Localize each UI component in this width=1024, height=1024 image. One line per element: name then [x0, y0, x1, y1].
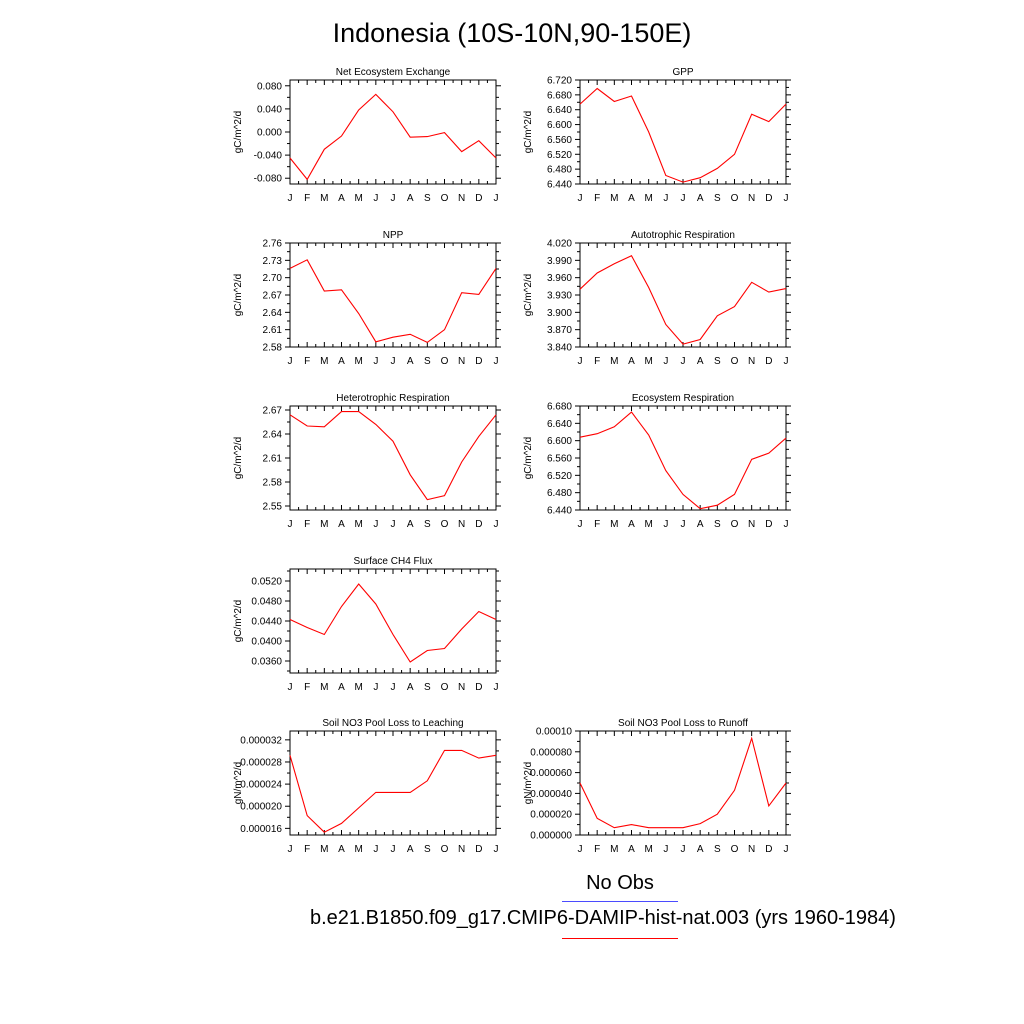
x-tick-label: J	[663, 844, 669, 855]
x-tick-label: J	[493, 193, 499, 204]
x-tick-label: S	[713, 193, 721, 204]
legend-model-label: b.e21.B1850.f09_g17.CMIP6-DAMIP-hist-nat.003 (yrs 1960-1984)	[310, 907, 896, 929]
x-tick-label: N	[748, 519, 756, 530]
y-tick-label: 0.000060	[530, 768, 572, 780]
panel-title: Autotrophic Respiration	[631, 230, 735, 241]
panel-3	[233, 230, 501, 367]
x-tick-label: J	[390, 356, 396, 367]
x-tick-label: N	[458, 844, 466, 855]
y-axis-label: gN/m^2/d	[233, 761, 244, 805]
y-tick-label: 6.680	[546, 90, 572, 102]
x-tick-label: F	[304, 682, 311, 693]
series-line	[580, 89, 786, 183]
x-tick-label: F	[594, 356, 601, 367]
x-tick-label: A	[696, 519, 704, 530]
x-tick-label: J	[390, 519, 396, 530]
legend-obs-line	[562, 901, 678, 902]
x-tick-label: J	[373, 356, 379, 367]
panel-9	[523, 718, 791, 855]
panel-title: Soil NO3 Pool Loss to Runoff	[618, 718, 748, 729]
y-tick-label: 2.55	[262, 501, 282, 513]
x-tick-label: J	[493, 844, 499, 855]
x-tick-label: D	[765, 193, 773, 204]
x-tick-label: N	[748, 356, 756, 367]
y-tick-label: 6.520	[546, 149, 572, 161]
plot-frame	[290, 243, 496, 347]
plot-frame	[580, 80, 786, 184]
series-line	[290, 94, 496, 179]
y-tick-label: 0.0520	[251, 576, 282, 588]
panel-title: NPP	[382, 230, 404, 241]
x-tick-label: D	[475, 356, 483, 367]
x-tick-label: M	[320, 356, 329, 367]
x-tick-label: A	[696, 356, 704, 367]
x-tick-label: J	[373, 193, 379, 204]
x-tick-label: J	[783, 844, 789, 855]
x-tick-label: D	[475, 682, 483, 693]
x-tick-label: F	[304, 356, 311, 367]
x-tick-label: J	[373, 682, 379, 693]
y-tick-label: 6.520	[546, 470, 572, 482]
x-tick-label: D	[765, 519, 773, 530]
x-tick-label: A	[406, 193, 414, 204]
y-tick-label: 6.560	[546, 453, 572, 465]
y-tick-label: 0.0440	[251, 616, 282, 628]
y-tick-label: 0.000040	[530, 788, 572, 800]
x-tick-label: N	[458, 519, 466, 530]
x-tick-label: O	[730, 844, 739, 855]
panel-title: Soil NO3 Pool Loss to Leaching	[322, 718, 464, 729]
x-tick-label: M	[320, 682, 329, 693]
x-tick-label: A	[338, 519, 345, 530]
x-tick-label: A	[338, 356, 345, 367]
y-tick-label: 2.70	[262, 273, 282, 285]
x-tick-label: J	[663, 193, 669, 204]
y-tick-label: 6.440	[546, 505, 572, 517]
x-tick-label: F	[594, 844, 601, 855]
panel-title: Heterotrophic Respiration	[336, 393, 450, 404]
x-tick-label: A	[628, 356, 635, 367]
x-tick-label: S	[423, 682, 431, 693]
y-tick-label: 0.000016	[240, 823, 282, 835]
x-tick-label: M	[354, 356, 363, 367]
y-axis-label: gC/m^2/d	[523, 273, 534, 317]
panel-7	[233, 556, 501, 693]
y-tick-label: 0.0400	[251, 636, 282, 648]
x-tick-label: A	[696, 844, 704, 855]
y-tick-label: 6.600	[546, 120, 572, 132]
y-axis-label: gN/m^2/d	[523, 761, 534, 805]
y-tick-label: 3.930	[546, 290, 572, 302]
x-tick-label: N	[458, 193, 466, 204]
x-tick-label: M	[354, 519, 363, 530]
x-tick-label: O	[440, 519, 449, 530]
figure-title: Indonesia (10S-10N,90-150E)	[332, 18, 692, 48]
x-tick-label: J	[577, 356, 583, 367]
y-tick-label: 6.480	[546, 488, 572, 500]
y-tick-label: 6.680	[546, 401, 572, 413]
y-tick-label: 6.720	[546, 75, 572, 87]
x-tick-label: J	[663, 519, 669, 530]
x-tick-label: M	[610, 193, 619, 204]
x-tick-label: A	[338, 682, 345, 693]
x-tick-label: J	[287, 356, 293, 367]
x-tick-label: A	[406, 356, 414, 367]
x-tick-label: F	[594, 519, 601, 530]
panel-5	[233, 393, 501, 530]
series-line	[290, 412, 496, 500]
x-tick-label: O	[730, 356, 739, 367]
x-tick-label: J	[577, 844, 583, 855]
x-tick-label: J	[390, 193, 396, 204]
y-tick-label: 0.000000	[530, 830, 572, 842]
x-tick-label: M	[644, 844, 653, 855]
y-tick-label: 2.64	[262, 307, 282, 319]
x-tick-label: O	[440, 682, 449, 693]
x-tick-label: A	[696, 193, 704, 204]
x-tick-label: A	[628, 844, 635, 855]
y-tick-label: 2.58	[262, 477, 282, 489]
panel-1	[233, 67, 501, 204]
x-tick-label: J	[493, 356, 499, 367]
x-tick-label: J	[287, 519, 293, 530]
x-tick-label: S	[423, 193, 431, 204]
x-tick-label: M	[610, 519, 619, 530]
legend-obs-label: No Obs	[586, 872, 654, 894]
x-tick-label: J	[680, 844, 686, 855]
x-tick-label: J	[287, 193, 293, 204]
x-tick-label: M	[644, 193, 653, 204]
y-axis-label: gC/m^2/d	[233, 110, 244, 154]
y-tick-label: 0.000080	[530, 747, 572, 759]
x-tick-label: J	[373, 844, 379, 855]
y-tick-label: 0.0480	[251, 596, 282, 608]
y-tick-label: 0.000020	[240, 801, 282, 813]
x-tick-label: M	[644, 519, 653, 530]
x-tick-label: M	[354, 193, 363, 204]
x-tick-label: O	[730, 519, 739, 530]
x-tick-label: S	[423, 519, 431, 530]
y-tick-label: 0.080	[256, 81, 282, 93]
y-tick-label: 0.00010	[535, 726, 572, 738]
x-tick-label: J	[493, 519, 499, 530]
x-tick-label: F	[594, 193, 601, 204]
x-tick-label: J	[680, 356, 686, 367]
x-tick-label: J	[783, 356, 789, 367]
x-tick-label: F	[304, 193, 311, 204]
y-tick-label: 6.480	[546, 164, 572, 176]
y-tick-label: 6.600	[546, 436, 572, 448]
x-tick-label: O	[440, 844, 449, 855]
x-tick-label: O	[730, 193, 739, 204]
x-tick-label: N	[458, 682, 466, 693]
y-tick-label: 2.64	[262, 429, 282, 441]
y-tick-label: 0.000024	[240, 779, 282, 791]
x-tick-label: J	[577, 519, 583, 530]
x-tick-label: N	[458, 356, 466, 367]
x-tick-label: D	[475, 844, 483, 855]
y-axis-label: gC/m^2/d	[233, 273, 244, 317]
y-tick-label: 3.960	[546, 273, 572, 285]
y-tick-label: 3.840	[546, 342, 572, 354]
x-tick-label: D	[475, 519, 483, 530]
x-tick-label: M	[354, 844, 363, 855]
x-tick-label: A	[628, 519, 635, 530]
x-tick-label: A	[406, 682, 414, 693]
x-tick-label: A	[338, 193, 345, 204]
x-tick-label: D	[765, 356, 773, 367]
series-line	[290, 584, 496, 662]
y-tick-label: 6.440	[546, 179, 572, 191]
plot-frame	[580, 243, 786, 347]
y-axis-label: gC/m^2/d	[523, 110, 534, 154]
x-tick-label: J	[390, 844, 396, 855]
y-tick-label: 0.040	[256, 104, 282, 116]
x-tick-label: S	[423, 356, 431, 367]
x-tick-label: M	[610, 356, 619, 367]
x-tick-label: J	[287, 844, 293, 855]
x-tick-label: S	[713, 844, 721, 855]
y-tick-label: 0.000028	[240, 757, 282, 769]
plot-frame	[290, 731, 496, 835]
y-tick-label: 2.61	[262, 453, 282, 465]
x-tick-label: A	[628, 193, 635, 204]
panel-8	[233, 718, 501, 855]
y-axis-label: gC/m^2/d	[233, 599, 244, 643]
y-tick-label: 3.990	[546, 255, 572, 267]
y-tick-label: 0.0360	[251, 656, 282, 668]
panel-title: GPP	[672, 67, 694, 78]
series-line	[580, 412, 786, 509]
panel-4	[523, 230, 791, 367]
x-tick-label: J	[287, 682, 293, 693]
x-tick-label: A	[338, 844, 345, 855]
x-tick-label: O	[440, 193, 449, 204]
plot-frame	[290, 569, 496, 673]
x-tick-label: F	[304, 519, 311, 530]
panel-title: Net Ecosystem Exchange	[335, 67, 451, 78]
y-tick-label: 6.560	[546, 134, 572, 146]
x-tick-label: S	[713, 519, 721, 530]
series-line	[290, 260, 496, 343]
y-axis-label: gC/m^2/d	[233, 436, 244, 480]
y-tick-label: 0.000	[256, 127, 282, 139]
x-tick-label: D	[475, 193, 483, 204]
x-tick-label: M	[644, 356, 653, 367]
y-tick-label: 0.000020	[530, 809, 572, 821]
plot-frame	[290, 80, 496, 184]
y-tick-label: 3.870	[546, 325, 572, 337]
x-tick-label: M	[320, 519, 329, 530]
y-tick-label: 6.640	[546, 418, 572, 430]
y-tick-label: 2.73	[262, 255, 282, 267]
panel-title: Ecosystem Respiration	[631, 393, 735, 404]
x-tick-label: S	[713, 356, 721, 367]
x-tick-label: N	[748, 844, 756, 855]
plot-frame	[580, 731, 786, 835]
x-tick-label: A	[406, 844, 414, 855]
x-tick-label: A	[406, 519, 414, 530]
x-tick-label: J	[493, 682, 499, 693]
x-tick-label: M	[320, 193, 329, 204]
x-tick-label: S	[423, 844, 431, 855]
y-tick-label: 3.900	[546, 307, 572, 319]
y-tick-label: 4.020	[546, 238, 572, 250]
x-tick-label: J	[783, 519, 789, 530]
x-tick-label: J	[577, 193, 583, 204]
series-line	[580, 256, 786, 344]
y-tick-label: 2.58	[262, 342, 282, 354]
y-tick-label: 2.67	[262, 290, 282, 302]
y-tick-label: -0.040	[253, 150, 282, 162]
plot-frame	[290, 406, 496, 510]
y-axis-label: gC/m^2/d	[523, 436, 534, 480]
x-tick-label: F	[304, 844, 311, 855]
y-tick-label: -0.080	[253, 173, 282, 185]
panel-title: Surface CH4 Flux	[353, 556, 433, 567]
x-tick-label: M	[320, 844, 329, 855]
y-tick-label: 0.000032	[240, 735, 282, 747]
x-tick-label: J	[680, 193, 686, 204]
panel-6	[523, 393, 791, 530]
x-tick-label: J	[373, 519, 379, 530]
x-tick-label: D	[765, 844, 773, 855]
panel-2	[523, 67, 791, 204]
x-tick-label: J	[390, 682, 396, 693]
x-tick-label: J	[783, 193, 789, 204]
x-tick-label: N	[748, 193, 756, 204]
series-line	[580, 738, 786, 827]
y-tick-label: 2.67	[262, 405, 282, 417]
x-tick-label: M	[610, 844, 619, 855]
series-line	[290, 750, 496, 832]
y-tick-label: 2.61	[262, 325, 282, 337]
x-tick-label: M	[354, 682, 363, 693]
x-tick-label: J	[680, 519, 686, 530]
legend-model-line	[562, 938, 678, 939]
x-tick-label: O	[440, 356, 449, 367]
x-tick-label: J	[663, 356, 669, 367]
y-tick-label: 6.640	[546, 105, 572, 117]
y-tick-label: 2.76	[262, 238, 282, 250]
